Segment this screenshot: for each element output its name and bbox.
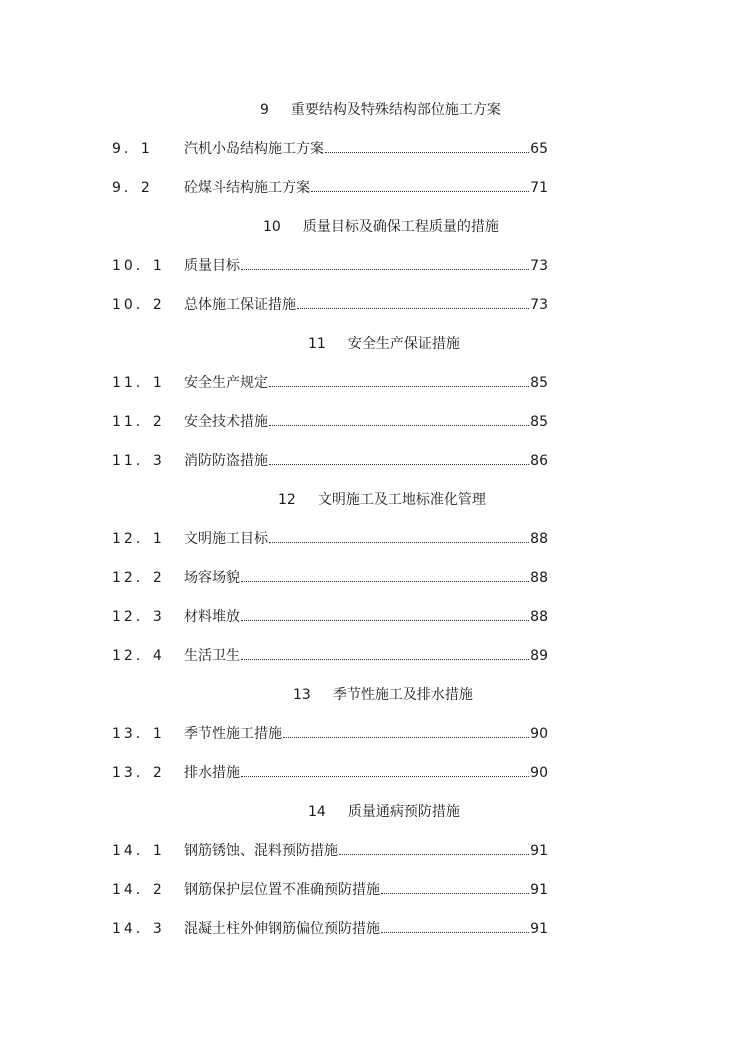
dot-leader xyxy=(269,385,529,387)
section-heading xyxy=(278,491,486,509)
entry-title: 汽机小岛结构施工方案 xyxy=(184,141,324,157)
entry-number: 12．3 xyxy=(112,609,165,625)
entry-number: 13．1 xyxy=(112,726,165,742)
entry-page-number: 73 xyxy=(530,297,548,313)
entry-number: 9．2 xyxy=(112,180,153,196)
section-title: 季节性施工及排水措施 xyxy=(332,687,473,703)
entry-title: 场容场貌 xyxy=(184,570,240,586)
entry-number: 10．2 xyxy=(112,297,165,313)
entry-title: 生活卫生 xyxy=(184,648,240,664)
entry-title: 材料堆放 xyxy=(184,609,240,625)
toc-entry[interactable] xyxy=(112,140,548,158)
toc-entry[interactable] xyxy=(112,608,548,626)
section-heading xyxy=(263,218,499,236)
entry-page-number: 90 xyxy=(530,765,548,781)
dot-leader xyxy=(241,658,529,660)
dot-leader xyxy=(283,736,529,738)
entry-number: 10．1 xyxy=(112,258,165,274)
entry-title: 钢筋保护层位置不准确预防措施 xyxy=(184,882,380,898)
entry-page-number: 88 xyxy=(530,531,548,547)
dot-leader xyxy=(269,541,529,543)
section-title: 文明施工及工地标准化管理 xyxy=(317,492,486,508)
entry-title: 排水措施 xyxy=(184,765,240,781)
entry-title: 季节性施工措施 xyxy=(184,726,282,742)
section-heading xyxy=(308,803,460,821)
dot-leader xyxy=(241,619,529,621)
entry-page-number: 90 xyxy=(530,726,548,742)
section-number: 11 xyxy=(308,336,326,352)
section-title: 质量目标及确保工程质量的措施 xyxy=(302,219,499,235)
entry-number: 9．1 xyxy=(112,141,153,157)
section-heading xyxy=(308,335,460,353)
dot-leader xyxy=(241,775,529,777)
toc-entry[interactable] xyxy=(112,452,548,470)
entry-page-number: 73 xyxy=(530,258,548,274)
section-number: 9 xyxy=(260,102,269,118)
entry-number: 12．4 xyxy=(112,648,165,664)
section-title: 安全生产保证措施 xyxy=(347,336,460,352)
section-number: 12 xyxy=(278,492,296,508)
entry-number: 12．2 xyxy=(112,570,165,586)
toc-entry[interactable] xyxy=(112,881,548,899)
entry-number: 11．2 xyxy=(112,414,165,430)
entry-number: 14．2 xyxy=(112,882,165,898)
toc-entry[interactable] xyxy=(112,257,548,275)
entry-page-number: 85 xyxy=(530,414,548,430)
dot-leader xyxy=(381,931,529,933)
entry-title: 砼煤斗结构施工方案 xyxy=(184,180,310,196)
entry-number: 13．2 xyxy=(112,765,165,781)
entry-title: 消防防盗措施 xyxy=(184,453,268,469)
toc-entry[interactable] xyxy=(112,764,548,782)
toc-entry[interactable] xyxy=(112,296,548,314)
entry-number: 14．1 xyxy=(112,843,165,859)
entry-page-number: 88 xyxy=(530,609,548,625)
entry-page-number: 71 xyxy=(530,180,548,196)
entry-number: 12．1 xyxy=(112,531,165,547)
toc-entry[interactable] xyxy=(112,920,548,938)
section-number: 13 xyxy=(293,687,311,703)
entry-page-number: 89 xyxy=(530,648,548,664)
entry-title: 质量目标 xyxy=(184,258,240,274)
entry-number: 14．3 xyxy=(112,921,165,937)
dot-leader xyxy=(297,307,529,309)
section-number: 10 xyxy=(263,219,281,235)
entry-page-number: 91 xyxy=(530,921,548,937)
section-title: 质量通病预防措施 xyxy=(347,804,460,820)
dot-leader xyxy=(241,268,529,270)
entry-page-number: 88 xyxy=(530,570,548,586)
toc-entry[interactable] xyxy=(112,725,548,743)
dot-leader xyxy=(325,151,529,153)
entry-page-number: 91 xyxy=(530,843,548,859)
section-title: 重要结构及特殊结构部位施工方案 xyxy=(290,102,501,118)
dot-leader xyxy=(339,853,529,855)
entry-title: 钢筋锈蚀、混料预防措施 xyxy=(184,843,338,859)
entry-title: 安全生产规定 xyxy=(184,375,268,391)
toc-entry[interactable] xyxy=(112,413,548,431)
dot-leader xyxy=(381,892,529,894)
section-heading xyxy=(260,101,501,119)
toc-entry[interactable] xyxy=(112,530,548,548)
entry-title: 混凝土柱外伸钢筋偏位预防措施 xyxy=(184,921,380,937)
dot-leader xyxy=(269,424,529,426)
entry-number: 11．3 xyxy=(112,453,165,469)
entry-title: 总体施工保证措施 xyxy=(184,297,296,313)
toc-entry[interactable] xyxy=(112,647,548,665)
dot-leader xyxy=(241,580,529,582)
toc-entry[interactable] xyxy=(112,374,548,392)
section-heading xyxy=(293,686,473,704)
entry-title: 安全技术措施 xyxy=(184,414,268,430)
toc-entry[interactable] xyxy=(112,179,548,197)
entry-number: 11．1 xyxy=(112,375,165,391)
entry-page-number: 65 xyxy=(530,141,548,157)
section-number: 14 xyxy=(308,804,326,820)
toc-entry[interactable] xyxy=(112,842,548,860)
dot-leader xyxy=(269,463,529,465)
entry-page-number: 85 xyxy=(530,375,548,391)
toc-entry[interactable] xyxy=(112,569,548,587)
entry-page-number: 91 xyxy=(530,882,548,898)
entry-title: 文明施工目标 xyxy=(184,531,268,547)
entry-page-number: 86 xyxy=(530,453,548,469)
dot-leader xyxy=(311,190,529,192)
